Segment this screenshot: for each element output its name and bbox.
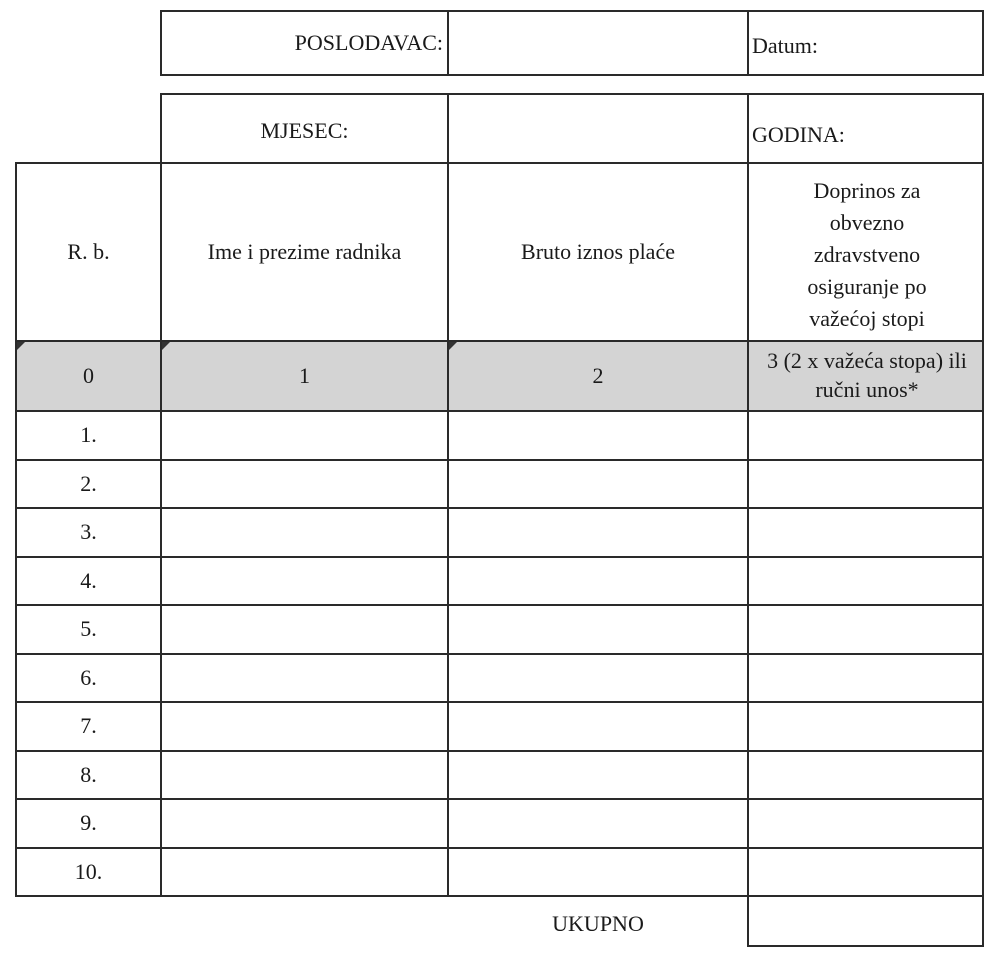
column-number-name: 1 bbox=[299, 362, 310, 388]
employee-name-input[interactable] bbox=[162, 752, 447, 798]
year-label: GODINA: bbox=[752, 121, 845, 147]
employee-name-input[interactable] bbox=[162, 655, 447, 701]
gross-amount-input[interactable] bbox=[449, 558, 747, 604]
gross-amount-input[interactable] bbox=[449, 800, 747, 847]
column-number-gross: 2 bbox=[592, 362, 604, 388]
year-input[interactable] bbox=[866, 98, 982, 162]
employee-name-input[interactable] bbox=[162, 509, 447, 556]
total-label: UKUPNO bbox=[552, 910, 644, 936]
employee-name-input[interactable] bbox=[162, 558, 447, 604]
date-input[interactable] bbox=[838, 12, 982, 74]
employer-divider-2 bbox=[747, 10, 749, 76]
column-header-gross: Bruto iznos plaće bbox=[521, 238, 675, 264]
gross-amount-input[interactable] bbox=[449, 703, 747, 750]
employee-name-input[interactable] bbox=[162, 800, 447, 847]
column-number-rb: 0 bbox=[83, 362, 94, 388]
gross-amount-input[interactable] bbox=[449, 606, 747, 653]
month-input[interactable] bbox=[450, 98, 747, 162]
contribution-input[interactable] bbox=[749, 655, 982, 701]
row-number: 10. bbox=[74, 858, 103, 884]
contribution-input[interactable] bbox=[749, 752, 982, 798]
month-divider-2 bbox=[747, 93, 749, 165]
column-header-name: Ime i prezime radnika bbox=[207, 238, 402, 264]
employer-divider-1 bbox=[447, 10, 449, 76]
employer-input[interactable] bbox=[450, 12, 747, 74]
contribution-input[interactable] bbox=[749, 703, 982, 750]
gross-amount-input[interactable] bbox=[449, 655, 747, 701]
employee-name-input[interactable] bbox=[162, 606, 447, 653]
total-input[interactable] bbox=[750, 898, 981, 944]
row-number: 7. bbox=[80, 713, 97, 739]
contribution-input[interactable] bbox=[749, 509, 982, 556]
row-number: 9. bbox=[80, 810, 97, 836]
employee-name-input[interactable] bbox=[162, 461, 447, 507]
gross-amount-input[interactable] bbox=[449, 509, 747, 556]
row-number: 8. bbox=[80, 761, 97, 787]
column-header-rb: R. b. bbox=[67, 238, 110, 264]
contribution-input[interactable] bbox=[749, 412, 982, 459]
row-number: 1. bbox=[80, 422, 97, 448]
employee-name-input[interactable] bbox=[162, 703, 447, 750]
contribution-input[interactable] bbox=[749, 849, 982, 895]
column-header-contribution: Doprinos za obvezno zdravstveno osiguranje po važećoj stopi bbox=[807, 178, 927, 331]
gross-amount-input[interactable] bbox=[449, 752, 747, 798]
row-number: 6. bbox=[80, 664, 97, 690]
employer-label: POSLODAVAC: bbox=[294, 29, 443, 55]
employee-name-input[interactable] bbox=[162, 412, 447, 459]
contribution-input[interactable] bbox=[749, 606, 982, 653]
row-number: 4. bbox=[80, 567, 97, 593]
month-label: MJESEC: bbox=[260, 117, 349, 143]
row-number: 2. bbox=[80, 470, 97, 496]
gross-amount-input[interactable] bbox=[449, 849, 747, 895]
gross-amount-input[interactable] bbox=[449, 412, 747, 459]
column-number-contribution: 3 (2 x važeća stopa) ili ručni unos* bbox=[767, 348, 967, 402]
row-number: 3. bbox=[80, 519, 97, 545]
gross-amount-input[interactable] bbox=[449, 461, 747, 507]
contribution-input[interactable] bbox=[749, 461, 982, 507]
month-divider-1 bbox=[447, 93, 449, 165]
employee-name-input[interactable] bbox=[162, 849, 447, 895]
date-label: Datum: bbox=[752, 32, 818, 58]
contribution-input[interactable] bbox=[749, 558, 982, 604]
row-number: 5. bbox=[80, 616, 97, 642]
contribution-input[interactable] bbox=[749, 800, 982, 847]
